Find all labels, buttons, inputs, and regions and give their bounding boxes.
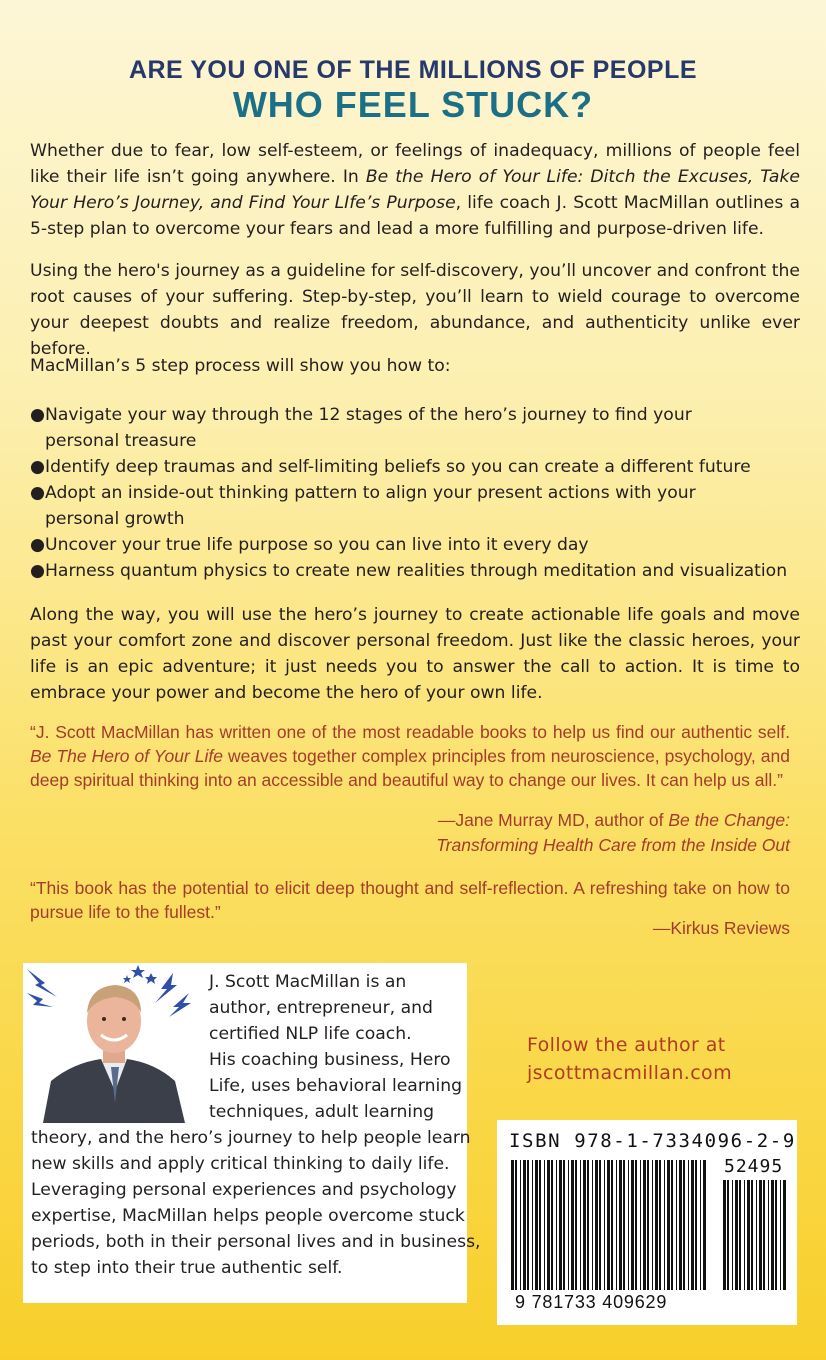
barcode-bar — [527, 1160, 529, 1290]
bullet-icon: ● — [30, 483, 45, 503]
bio-line: expertise, MacMillan helps people overcome stuck — [31, 1206, 465, 1226]
barcode-bar — [635, 1160, 637, 1290]
bio-line: to step into their true authentic self. — [31, 1258, 343, 1278]
bullet-icon: ● — [30, 405, 45, 425]
attribution-author: —Jane Murray MD, author of — [437, 810, 669, 830]
barcode-bar — [763, 1180, 765, 1290]
list-item-text: Identify deep traumas and self-limiting beliefs so you can create a different future — [45, 457, 751, 477]
barcode-bar — [515, 1160, 517, 1290]
isbn-barcode — [497, 1120, 797, 1325]
intro-paragraph-2: Using the hero's journey as a guideline for self-discovery, you’ll uncover and confront the root causes of your suffering. Step-by-step, you’ll learn to wield courage to overcome your deepest doubts and realize freedom, abundance, and authenticity unlike ever before. — [30, 261, 800, 359]
barcode-bar — [727, 1180, 729, 1290]
barcode-bar — [647, 1160, 649, 1290]
barcode-bar — [587, 1160, 589, 1290]
list-item — [30, 558, 810, 584]
testimonial-1 — [30, 720, 790, 792]
barcode-bar — [523, 1160, 526, 1290]
barcode-bar — [604, 1160, 605, 1290]
barcode-bar — [583, 1160, 586, 1290]
intro-text: Whether due to fear, low self-esteem, or feelings of inadequacy, millions of people feel like their life isn’t going anywhere. In — [30, 141, 800, 187]
intro-paragraph-1 — [30, 138, 800, 242]
barcode-bar — [783, 1180, 786, 1290]
barcode-bar — [676, 1160, 677, 1290]
testimonial-1-attribution — [290, 808, 790, 858]
list-item-text: Navigate your way through the 12 stages of the hero’s journey to find your — [45, 405, 692, 425]
barcode-bar — [599, 1160, 601, 1290]
bullet-icon: ● — [30, 457, 45, 477]
barcode-bar — [643, 1160, 646, 1290]
barcode-bar — [592, 1160, 593, 1290]
barcode-bar — [559, 1160, 562, 1290]
barcode-bar — [623, 1160, 625, 1290]
testimonial-text: “J. Scott MacMillan has written one of the most readable books to help us find our authentic self. — [30, 722, 790, 742]
bio-line: J. Scott MacMillan is an — [209, 972, 407, 992]
intro-paragraph-3: MacMillan’s 5 step process will show you how to: — [30, 356, 451, 376]
barcode-bar — [511, 1160, 514, 1290]
list-item-text: Adopt an inside-out thinking pattern to align your present actions with your — [45, 483, 696, 503]
list-item — [30, 402, 810, 454]
barcode-bar — [780, 1180, 781, 1290]
list-item — [30, 480, 810, 532]
barcode-bar — [751, 1180, 753, 1290]
barcode-bar — [771, 1180, 774, 1290]
list-item-text-cont: personal treasure — [45, 431, 197, 451]
barcode-bar — [683, 1160, 685, 1290]
barcode-bar — [652, 1160, 653, 1290]
barcode-bar — [571, 1160, 574, 1290]
barcode-bar — [655, 1160, 658, 1290]
barcode-bar — [691, 1160, 694, 1290]
barcode-bar — [568, 1160, 569, 1290]
barcode-bar — [532, 1160, 533, 1290]
barcode-bar — [732, 1180, 733, 1290]
book-title: Be the Hero of Your Life: Ditch the Excuses, Take Your Hero’s Journey, and Find Your LIfe’s Purpose — [30, 167, 800, 213]
bio-line: theory, and the hero’s journey to help people learn — [31, 1128, 471, 1148]
barcode-bar — [739, 1180, 741, 1290]
author-bio-box — [23, 963, 481, 1303]
bio-line: His coaching business, Hero — [209, 1050, 451, 1070]
attribution-book-title: Be the Change: — [668, 810, 790, 830]
barcode-bar — [580, 1160, 581, 1290]
bio-line: periods, both in their personal lives and in business, — [31, 1232, 481, 1252]
bio-line: author, entrepreneur, and — [209, 998, 433, 1018]
price-code: 52495 — [724, 1156, 784, 1177]
author-bio — [31, 969, 481, 1281]
barcode-bar — [535, 1160, 538, 1290]
list-item-text: Harness quantum physics to create new realities through meditation and visualization — [45, 561, 788, 581]
bio-line: new skills and apply critical thinking to daily life. — [31, 1154, 450, 1174]
bio-line: certified NLP life coach. — [209, 1024, 412, 1044]
barcode-bar — [556, 1160, 557, 1290]
isbn-number: ISBN 978-1-7334096-2-9 — [509, 1130, 796, 1152]
barcode-bar — [671, 1160, 673, 1290]
barcode-bar — [595, 1160, 598, 1290]
headline-line-1: ARE YOU ONE OF THE MILLIONS OF PEOPLE — [128, 56, 698, 84]
barcode-bar — [664, 1160, 665, 1290]
list-item — [30, 454, 810, 480]
barcode-bar — [768, 1180, 769, 1290]
closing-paragraph: Along the way, you will use the hero’s journey to create actionable life goals and move past your comfort zone and discover personal freedom. Just like the classic heroes, your life is an epic adventure; it just needs you to answer the call to action. It is time to embrace your power and become the hero of your own life. — [30, 605, 800, 703]
barcode-bar — [744, 1180, 745, 1290]
author-website-link[interactable]: jscottmacmillan.com — [527, 1062, 732, 1084]
barcode-bar — [551, 1160, 553, 1290]
barcode-bar — [735, 1180, 738, 1290]
barcode-bar — [703, 1160, 706, 1290]
list-item-text: Uncover your true life purpose so you can live into it every day — [45, 535, 589, 555]
barcode-bar — [616, 1160, 617, 1290]
headline-line-2: WHO FEEL STUCK? — [232, 84, 594, 125]
list-item-text-cont: personal growth — [45, 509, 185, 529]
barcode-bar — [607, 1160, 610, 1290]
barcode-bar — [563, 1160, 565, 1290]
barcode-bar — [520, 1160, 521, 1290]
barcode-bar — [775, 1180, 777, 1290]
barcode-bar — [611, 1160, 613, 1290]
barcode-bar — [756, 1180, 757, 1290]
barcode-bar — [679, 1160, 682, 1290]
barcode-bar — [539, 1160, 541, 1290]
barcode-bar — [544, 1160, 545, 1290]
barcode-bar — [695, 1160, 697, 1290]
bio-line: techniques, adult learning — [209, 1102, 435, 1122]
barcode-bar — [640, 1160, 641, 1290]
barcode-bar — [700, 1160, 701, 1290]
testimonial-2-attribution: —Kirkus Reviews — [652, 918, 790, 938]
follow-author — [527, 1031, 807, 1087]
barcode-bar — [631, 1160, 634, 1290]
bullet-icon: ● — [30, 561, 45, 581]
testimonial-2: “This book has the potential to elicit deep thought and self-reflection. A refreshing take on how to pursue life to the fullest.” — [30, 878, 790, 922]
intro-text-cont: , life coach J. Scott MacMillan outlines a 5-step plan to overcome your fears and lead a more fulfilling and purpose-driven life. — [30, 193, 800, 239]
barcode-bar — [759, 1180, 762, 1290]
attribution-book-subtitle: Transforming Health Care from the Inside Out — [436, 835, 790, 855]
bio-line: Leveraging personal experiences and psychology — [31, 1180, 457, 1200]
testimonial-book-title: Be The Hero of Your Life — [30, 746, 224, 766]
bio-line: Life, uses behavioral learning — [209, 1076, 463, 1096]
steps-list — [30, 402, 810, 584]
barcode-bar — [723, 1180, 726, 1290]
barcode-bar — [628, 1160, 629, 1290]
barcode-bar — [688, 1160, 689, 1290]
bullet-icon: ● — [30, 535, 45, 555]
barcode-bar — [659, 1160, 661, 1290]
barcode-bar — [547, 1160, 550, 1290]
barcode-bar — [667, 1160, 670, 1290]
barcode-bar — [747, 1180, 750, 1290]
barcode-bar — [575, 1160, 577, 1290]
barcode-digits: 9 781733 409629 — [515, 1292, 668, 1312]
testimonial-text-cont: weaves together complex principles from neuroscience, psychology, and deep spiritual thinking into an accessible and beautiful way to change our lives. It can help us all.” — [30, 746, 790, 790]
barcode-bar — [619, 1160, 622, 1290]
list-item — [30, 532, 810, 558]
follow-label: Follow the author at — [527, 1034, 726, 1056]
